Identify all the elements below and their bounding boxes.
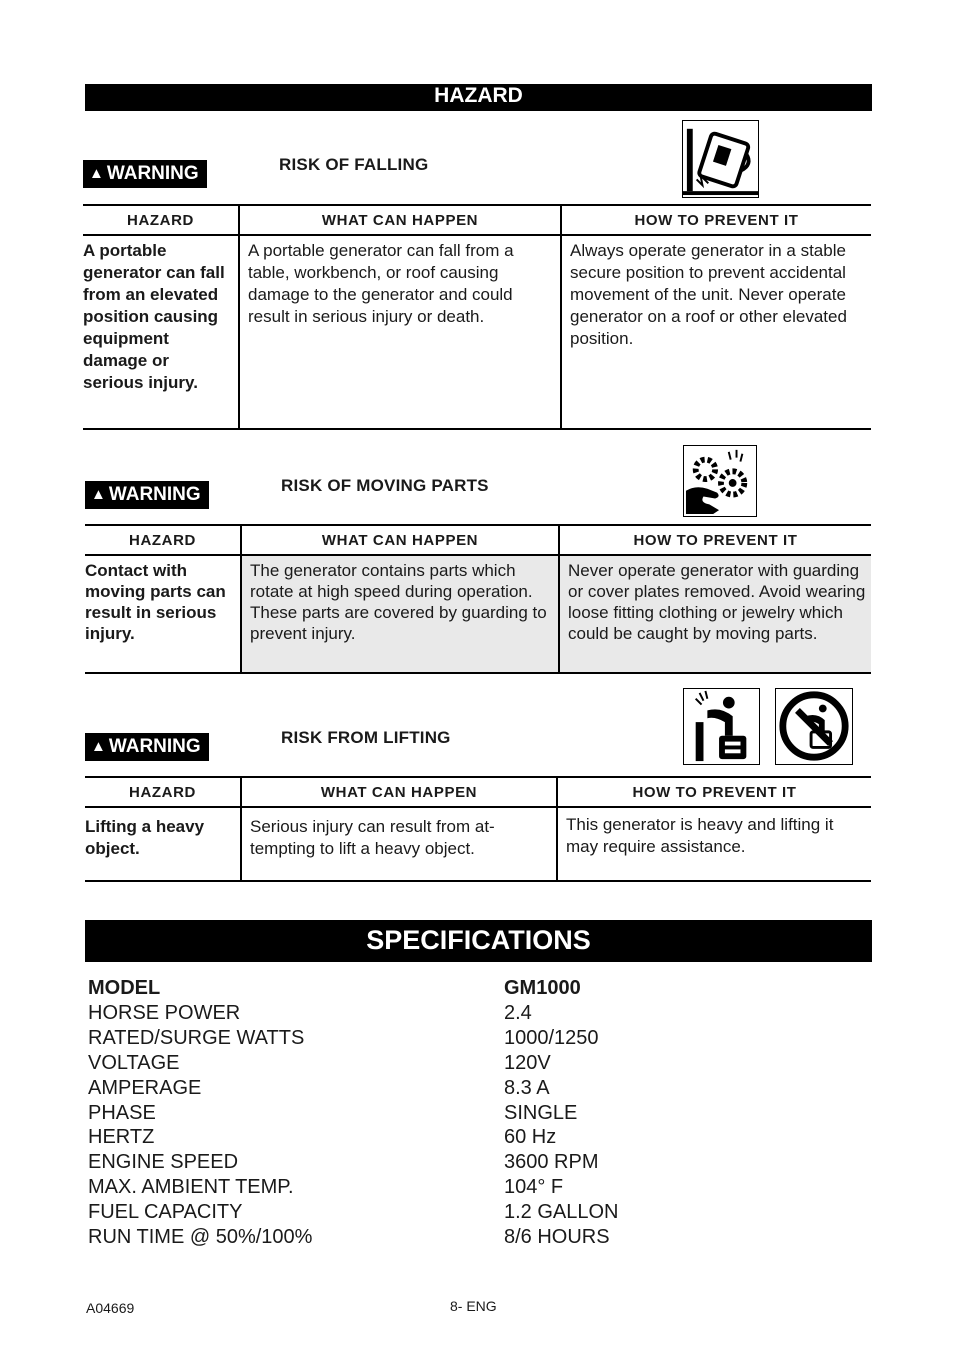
spec-value: 104° F (504, 1176, 564, 1199)
how-to-prevent-cell: Never operate generator with guarding or cover plates removed. Avoid wearing loose fitting clothing or jewelry which could be caught by moving parts. (559, 555, 871, 673)
what-can-happen-cell: Serious injury can result from at-tempting to lift a heavy object. (241, 807, 557, 881)
col-header-what: WHAT CAN HAPPEN (241, 777, 557, 807)
spec-label: RATED/SURGE WATTS (88, 1026, 305, 1049)
spec-row (88, 1026, 868, 1051)
risk-title: RISK OF FALLING (279, 155, 429, 174)
spec-row (88, 1200, 868, 1225)
col-header-prevent: HOW TO PREVENT IT (561, 205, 871, 235)
spec-row-model (88, 976, 868, 1001)
warning-badge: ▲ WARNING (83, 160, 207, 188)
spec-value: 1.2 GALLON (504, 1201, 619, 1224)
hazard-section-header: HAZARD (85, 84, 872, 111)
spec-label: PHASE (88, 1101, 156, 1124)
spec-row (88, 1051, 868, 1076)
spec-value: 1000/1250 (504, 1026, 599, 1049)
spec-row (88, 1001, 868, 1026)
spec-row (88, 1101, 868, 1126)
spec-label: VOLTAGE (88, 1051, 180, 1074)
how-to-prevent-cell: Always operate generator in a stable secure position to prevent accidental movement of the unit. Never operate generator on a roof or other elevated position. (561, 235, 871, 429)
col-header-hazard: HAZARD (85, 777, 241, 807)
spec-row (88, 1076, 868, 1101)
hazard-table-falling (83, 204, 871, 430)
spec-row (88, 1175, 868, 1200)
risk-title: RISK FROM LIFTING (281, 728, 451, 747)
page-number: 8- ENG (450, 1298, 497, 1314)
spec-value: 3600 RPM (504, 1151, 599, 1174)
spec-label: FUEL CAPACITY (88, 1201, 243, 1224)
risk-title: RISK OF MOVING PARTS (281, 476, 489, 495)
spec-label: AMPERAGE (88, 1076, 202, 1099)
document-code: A04669 (86, 1300, 135, 1316)
no-single-lift-icon (775, 688, 853, 765)
hazard-cell: A portable generator can fall from an elevated position causing equipment damage or serious injury. (83, 235, 239, 429)
spec-label: ENGINE SPEED (88, 1151, 239, 1174)
spec-label: MAX. AMBIENT TEMP. (88, 1176, 294, 1199)
spec-value: 60 Hz (504, 1126, 557, 1149)
spec-label: RUN TIME @ 50%/100% (88, 1226, 313, 1249)
warning-badge: ▲ WARNING (85, 733, 209, 761)
spec-value: 2.4 (504, 1001, 532, 1024)
warning-triangle-icon: ▲ (89, 165, 104, 182)
col-header-what: WHAT CAN HAPPEN (239, 205, 561, 235)
col-header-hazard: HAZARD (83, 205, 239, 235)
spec-row (88, 1150, 868, 1175)
spec-label: HORSE POWER (88, 1001, 241, 1024)
spec-value: 8.3 A (504, 1076, 550, 1099)
hazard-table-lifting (85, 776, 871, 882)
hazard-cell: Contact with moving parts can result in serious injury. (85, 555, 241, 673)
warning-badge: ▲ WARNING (85, 481, 209, 509)
spec-value: 8/6 HOURS (504, 1226, 610, 1249)
hazard-table-moving-parts (85, 524, 871, 674)
what-can-happen-cell: A portable generator can fall from a table, workbench, or roof causing damage to the generator and could result in serious injury or death. (239, 235, 561, 429)
warning-triangle-icon: ▲ (91, 486, 106, 503)
spec-value: 120V (504, 1051, 551, 1074)
what-can-happen-cell: The generator contains parts which rotate at high speed during operation. These parts are covered by guarding to prevent injury. (241, 555, 559, 673)
spec-row (88, 1125, 868, 1150)
col-header-what: WHAT CAN HAPPEN (241, 525, 559, 555)
spec-label: HERTZ (88, 1126, 155, 1149)
spec-row (88, 1225, 868, 1250)
col-header-hazard: HAZARD (85, 525, 241, 555)
spec-value: SINGLE (504, 1101, 578, 1124)
hazard-cell: Lifting a heavy object. (85, 807, 241, 881)
specifications-list (88, 976, 868, 1250)
person-lifting-icon (683, 688, 760, 765)
spec-label: MODEL (88, 977, 161, 999)
how-to-prevent-cell: This generator is heavy and lifting it may require assistance. (557, 807, 871, 881)
falling-generator-icon (682, 120, 759, 198)
col-header-prevent: HOW TO PREVENT IT (557, 777, 871, 807)
col-header-prevent: HOW TO PREVENT IT (559, 525, 871, 555)
warning-triangle-icon: ▲ (91, 738, 106, 755)
hand-in-gears-icon (683, 445, 757, 517)
specifications-header: SPECIFICATIONS (85, 920, 872, 962)
spec-value: GM1000 (504, 977, 581, 999)
